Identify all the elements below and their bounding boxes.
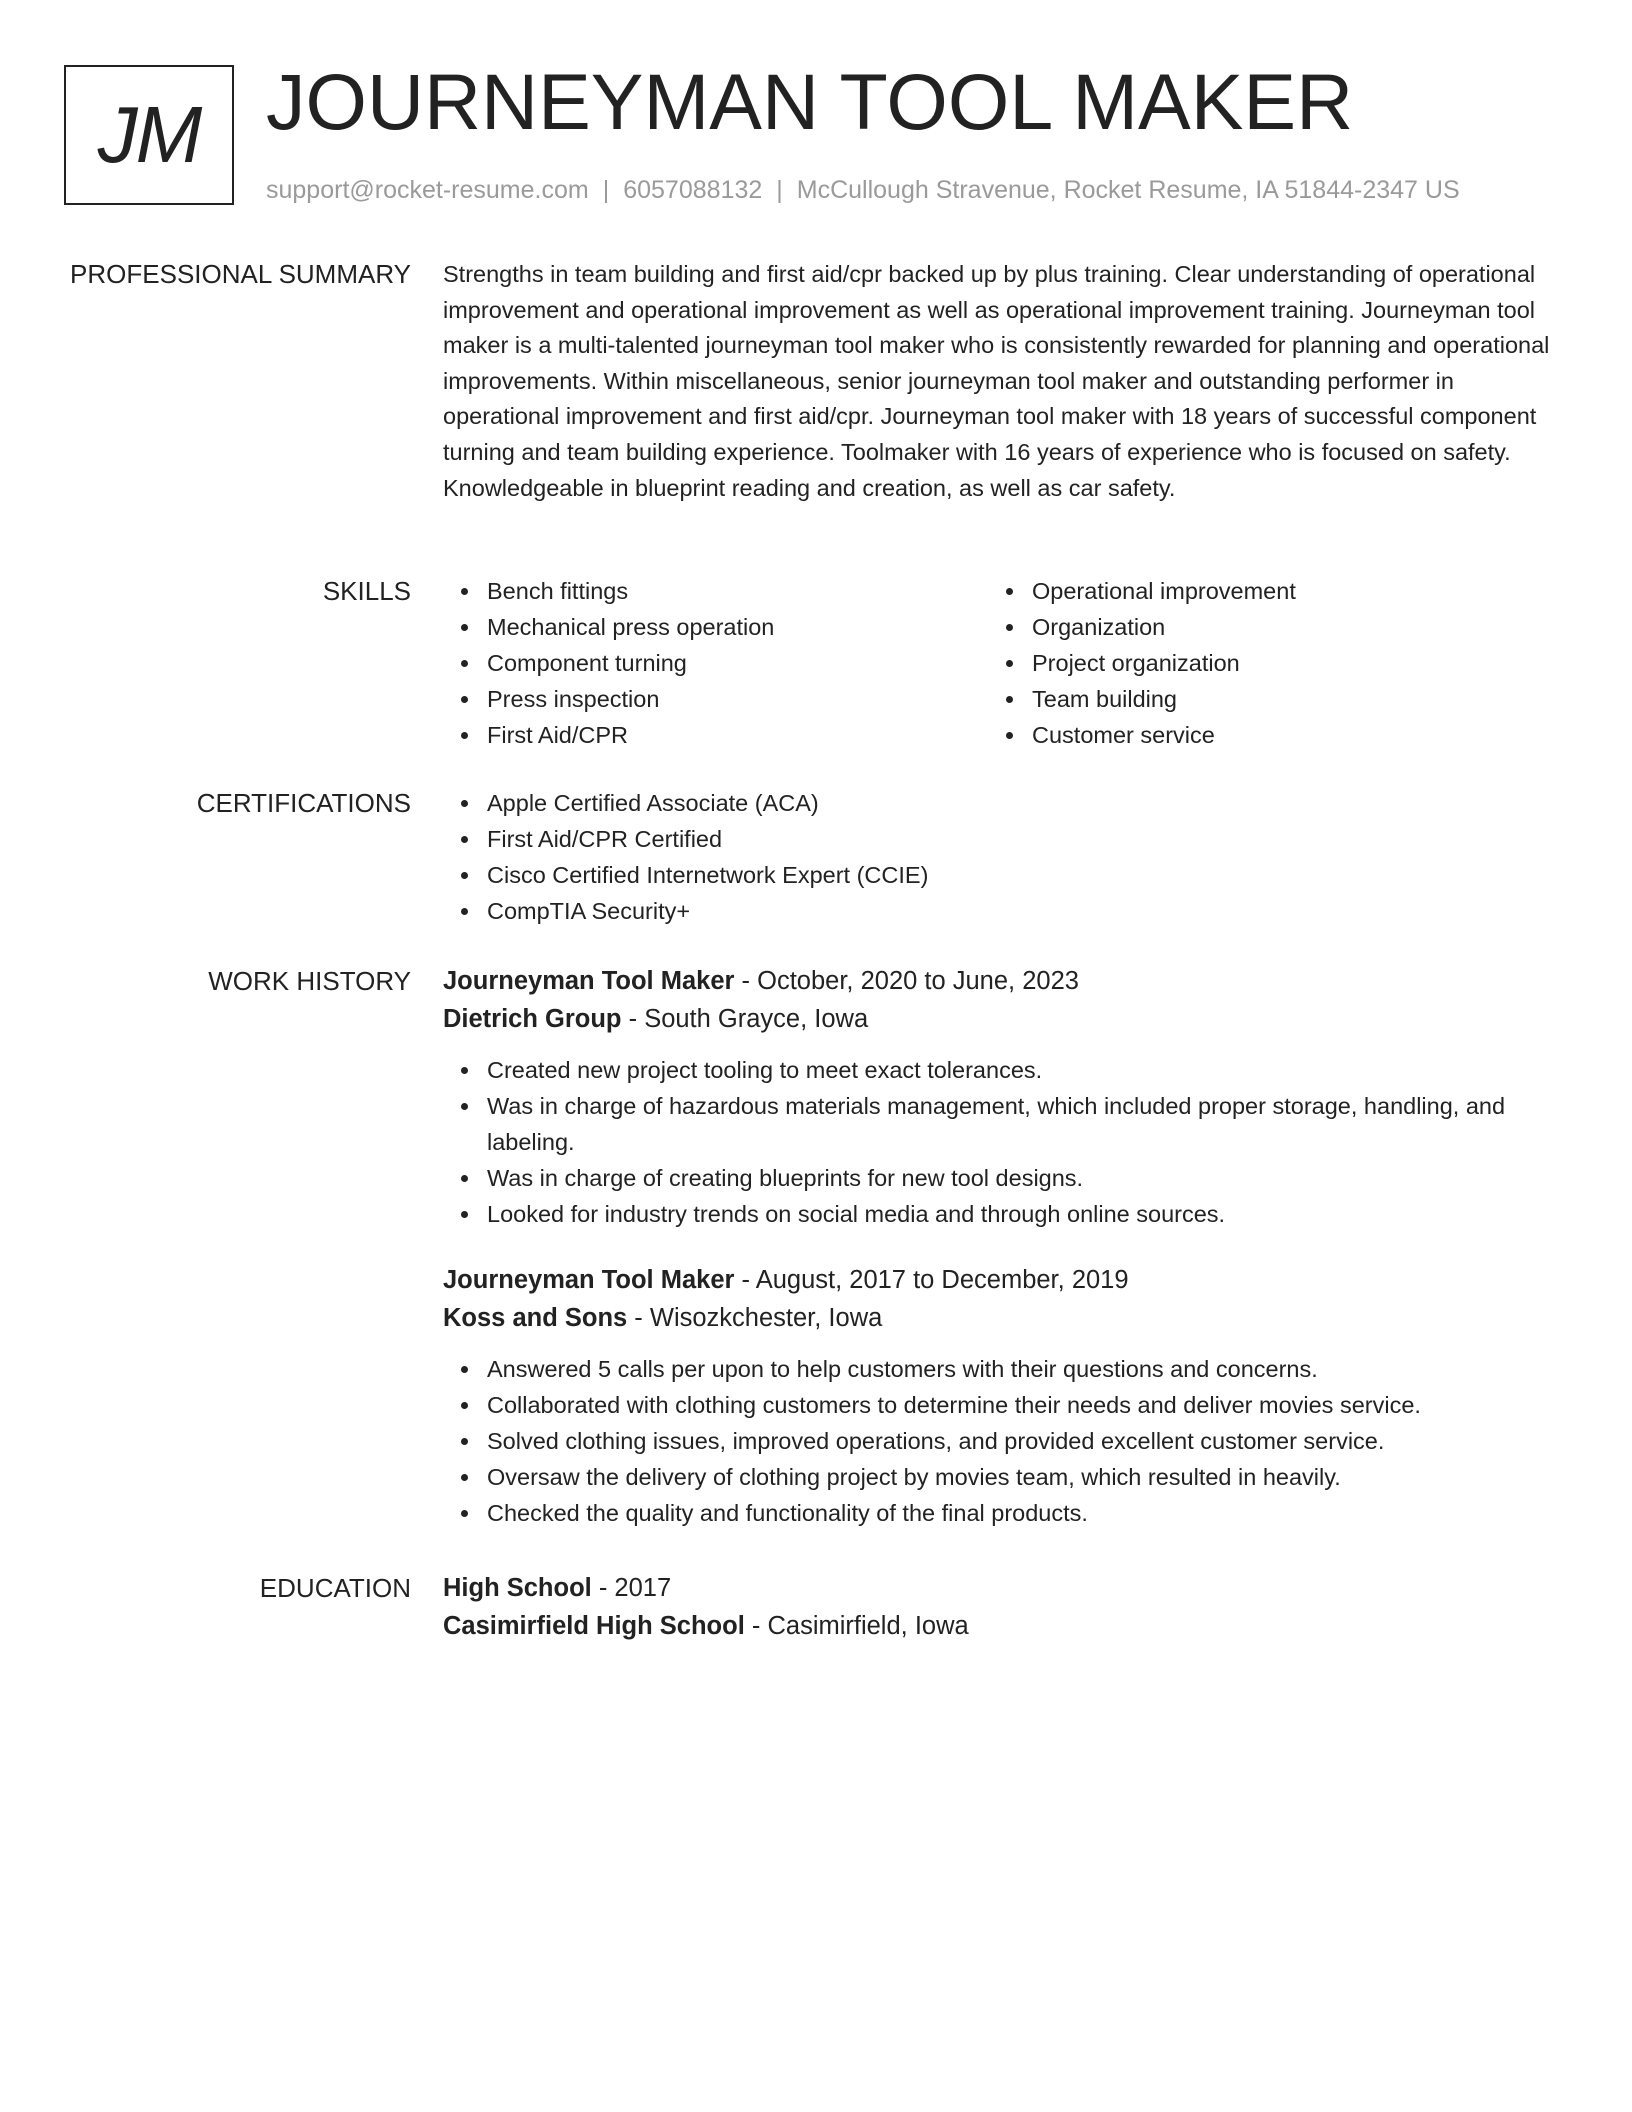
education-school: Casimirfield High School (443, 1612, 745, 1640)
summary-body (443, 257, 1553, 506)
education-year: 2017 (614, 1574, 672, 1602)
list-item: Was in charge of creating blueprints for new tool designs. (487, 1160, 1553, 1196)
list-item: Answered 5 calls per upon to help customers with their questions and concerns. (487, 1351, 1553, 1387)
list-item: Looked for industry trends on social media and through online sources. (487, 1196, 1553, 1232)
list-item: Collaborated with clothing customers to determine their needs and deliver movies service. (487, 1387, 1553, 1423)
contact-address: McCullough Stravenue, Rocket Resume, IA 51844-2347 US (796, 176, 1460, 204)
job-company-line (443, 1299, 1553, 1337)
dash: - (621, 1005, 645, 1033)
list-item: Cisco Certified Internetwork Expert (CCIE) (487, 857, 1553, 893)
list-item: Bench fittings (487, 573, 988, 609)
job-entry (443, 1261, 1553, 1531)
list-item: Project organization (1032, 645, 1533, 681)
job-company: Dietrich Group (443, 1005, 622, 1033)
education-degree: High School (443, 1574, 592, 1602)
skills-body (443, 573, 1553, 753)
contact-phone: 6057088132 (623, 176, 763, 204)
list-item: Organization (1032, 609, 1533, 645)
list-item: First Aid/CPR (487, 717, 988, 753)
dash: - (734, 1266, 756, 1294)
job-location: Wisozkchester, Iowa (649, 1304, 883, 1332)
contact-separator: | (602, 176, 610, 204)
skills-column-right (988, 573, 1533, 753)
list-item: Operational improvement (1032, 573, 1533, 609)
list-item: Was in charge of hazardous materials management, which included proper storage, handling, and labeling. (487, 1088, 1553, 1160)
work-history-body (443, 962, 1553, 1531)
education-body (443, 1569, 1553, 1645)
list-item: Apple Certified Associate (ACA) (487, 785, 1553, 821)
monogram-logo: JM (64, 65, 234, 205)
dash: - (591, 1574, 615, 1602)
job-dates: August, 2017 to December, 2019 (755, 1266, 1129, 1294)
skills-column-left (443, 573, 988, 753)
list-item: Oversaw the delivery of clothing project by movies team, which resulted in heavily. (487, 1459, 1553, 1495)
list-item: First Aid/CPR Certified (487, 821, 1553, 857)
job-dates: October, 2020 to June, 2023 (757, 967, 1079, 995)
contact-separator: | (776, 176, 783, 204)
job-title: Journeyman Tool Maker (443, 967, 735, 995)
list-item: Checked the quality and functionality of the final products. (487, 1495, 1553, 1531)
list-item: Press inspection (487, 681, 988, 717)
list-item: Created new project tooling to meet exact tolerances. (487, 1052, 1553, 1088)
education-location: Casimirfield, Iowa (767, 1612, 969, 1640)
job-title-line (443, 962, 1553, 1000)
skills-heading: SKILLS (322, 576, 411, 606)
summary-text: Strengths in team building and first aid/cpr backed up by plus training. Clear understanding of operational improvement and operational improvement as well as operational improvement training. Journeyman tool maker is a multi-talented journeyman tool maker who is consistently rewarded for planning and operational improvements. Within miscellaneous, senior journeyman tool maker and outstanding performer in operational improvement and first aid/cpr. Journeyman tool maker with 18 years of successful component turning and team building experience. Toolmaker with 16 years of experience who is focused on safety. Knowledgeable in blueprint reading and creation, as well as car safety. (443, 261, 1550, 501)
list-item: Mechanical press operation (487, 609, 988, 645)
list-item: Solved clothing issues, improved operations, and provided excellent customer service. (487, 1423, 1553, 1459)
education-heading: EDUCATION (259, 1573, 411, 1603)
education-school-line (443, 1607, 1553, 1645)
job-title: Journeyman Tool Maker (443, 1266, 735, 1294)
job-company-line (443, 1000, 1553, 1038)
job-location: South Grayce, Iowa (644, 1005, 869, 1033)
resume-name: JOURNEYMAN TOOL MAKER (266, 57, 1354, 146)
list-item: CompTIA Security+ (487, 893, 1553, 929)
certifications-body (443, 785, 1553, 929)
dash: - (744, 1612, 768, 1640)
list-item: Team building (1032, 681, 1533, 717)
job-entry (443, 962, 1553, 1232)
job-title-line (443, 1261, 1553, 1299)
contact-line (266, 173, 1460, 207)
list-item: Component turning (487, 645, 988, 681)
certifications-heading: CERTIFICATIONS (196, 788, 411, 818)
job-company: Koss and Sons (443, 1304, 628, 1332)
contact-email: support@rocket-resume.com (266, 176, 589, 204)
summary-heading: PROFESSIONAL SUMMARY (70, 259, 411, 289)
dash: - (734, 967, 758, 995)
list-item: Customer service (1032, 717, 1533, 753)
dash: - (627, 1304, 650, 1332)
education-degree-line (443, 1569, 1553, 1607)
work-history-heading: WORK HISTORY (208, 966, 411, 996)
